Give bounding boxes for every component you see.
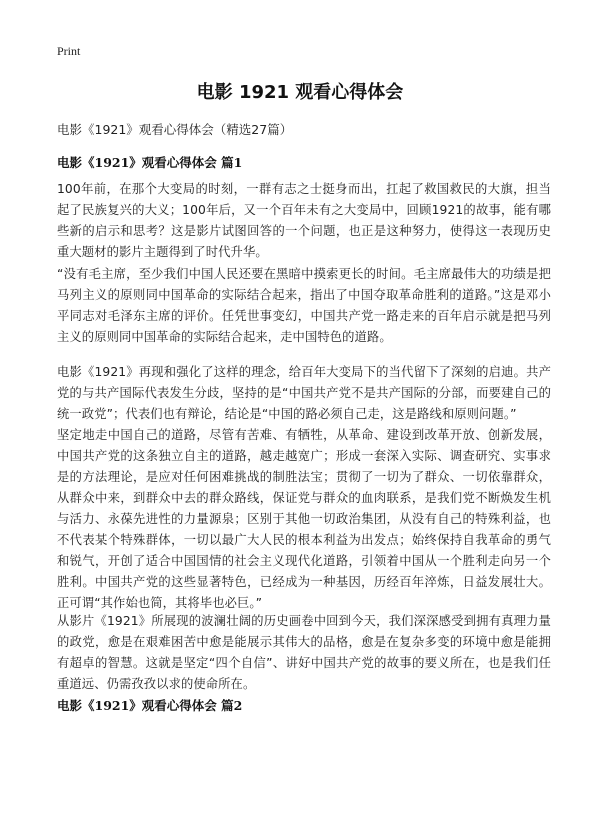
paragraph: “没有毛主席，至少我们中国人民还要在黑暗中摸索更长的时间。毛主席最伟大的功绩是把马列主义的原则同中国革命的实际结合起来，指出了中国夺取革命胜利的道路。”这是邓小平同志对毛泽东主席的评价。任凭世事变幻，中国共产党一路走来的百年启示就是把马列主义的原则同中国革命的实际结合起来，走中国特色的道路。 (57, 267, 551, 344)
page-title: 电影 1921 观看心得体会 (196, 82, 404, 103)
section-heading-1: 电影《1921》观看心得体会 篇1 (57, 155, 243, 170)
paragraph: 从影片《1921》所展现的波澜壮阔的历史画卷中回到今天，我们深深感受到拥有真理力量的政党，愈是在艰难困苦中愈是能展示其伟大的品格，愈是在复杂多变的环境中愈是能拥有超卓的智慧。这就是坚定“四个自信”、讲好中国共产党的故事的要义所在，也是我们任重道远、仍需孜孜以求的使命所在。 (57, 614, 551, 691)
paragraph: 100年前，在那个大变局的时刻，一群有志之士挺身而出，扛起了救国救民的大旗，担当起了民族复兴的大义；100年后，又一个百年未有之大变局中，回顾1921的故事，能有哪些新的启示和思考？这是影片试图回答的一个问题，也正是这种努力，使得这一表现历史重大题材的影片主题得到了时代升华。 (57, 182, 551, 259)
print-link[interactable]: Print (57, 44, 81, 58)
paragraph: 电影《1921》再现和强化了这样的理念，给百年大变局下的当代留下了深刻的启迪。共产党的与共产国际代表发生分歧，坚持的是“中国共产党不是共产国际的分部，而要建自己的统一政党”；代表们也有辩论，结论是“中国的路必须自己走，这是路线和原则问题。” (57, 365, 551, 421)
document-subtitle: 电影《1921》观看心得体会（精选27篇） (57, 122, 293, 137)
paragraph: 坚定地走中国自己的道路，尽管有苦难、有牺牲，从革命、建设到改革开放、创新发展，中国共产党的这条独立自主的道路，越走越宽广；形成一套深入实际、调查研究、实事求是的方法理论，是应对任何困难挑战的制胜法宝；贯彻了一切为了群众、一切依靠群众，从群众中来，到群众中去的群众路线，保证党与群众的血肉联系，是我们党不断焕发生机与活力、永葆先进性的力量源泉；区别于其他一切政治集团，从没有自己的特殊利益，也不代表某个特殊群体，一切以最广大人民的根本利益为出发点；始终保持自我革命的勇气和锐气，开创了适合中国国情的社会主义现代化道路，引领着中国从一个胜利走向另一个胜利。中国共产党的这些显著特色，已经成为一种基因，历经百年淬炼，日益发展壮大。正可谓“其作始也简，其将毕也必巨。” (57, 428, 551, 610)
section-heading-2: 电影《1921》观看心得体会 篇2 (57, 698, 243, 713)
